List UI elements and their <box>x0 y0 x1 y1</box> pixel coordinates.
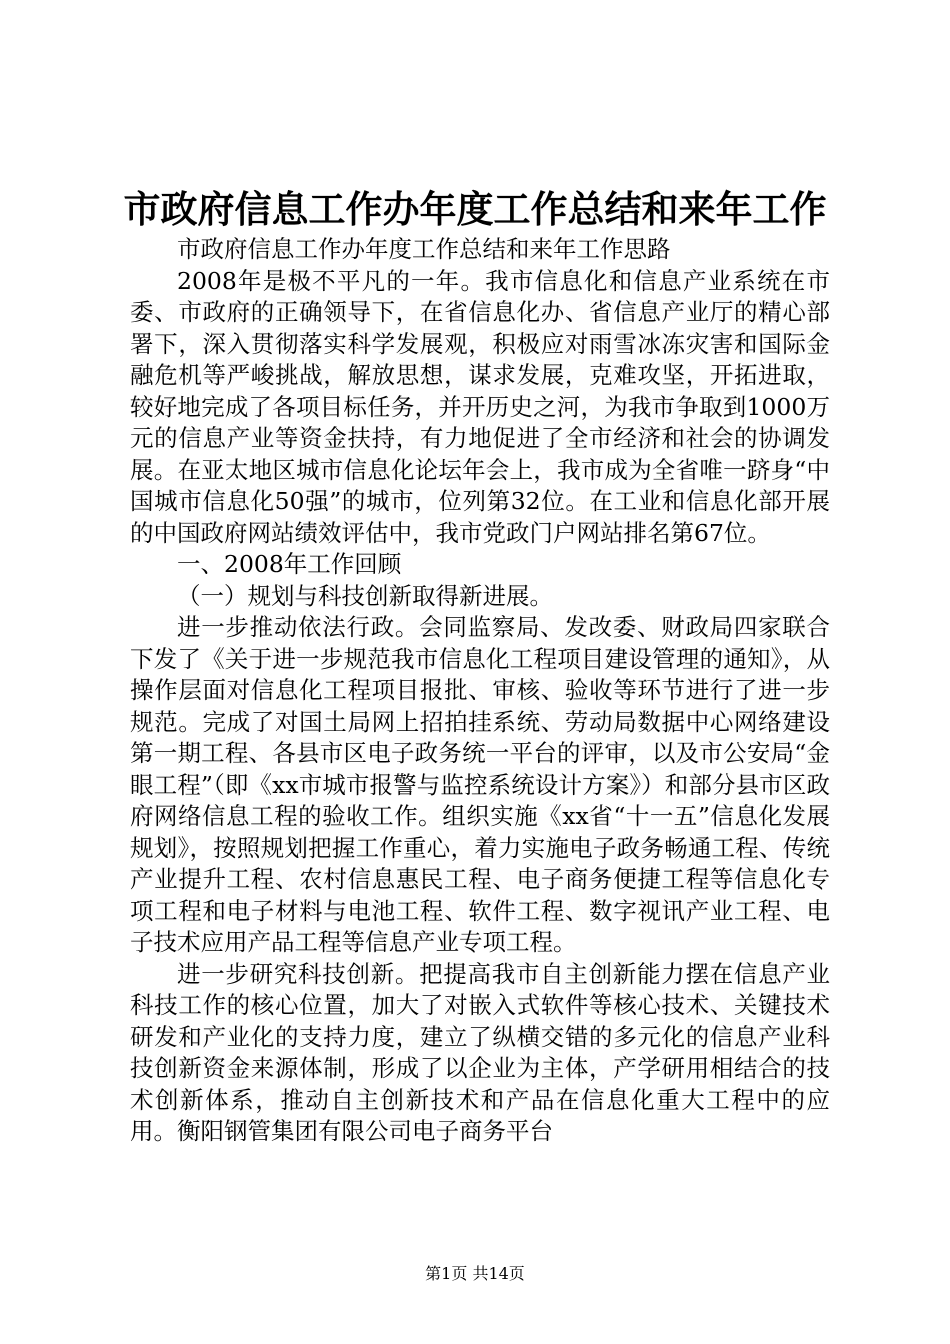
subtitle-paragraph: 市政府信息工作办年度工作总结和来年工作思路 <box>177 235 671 263</box>
subsection-heading: （一）规划与科技创新取得新进展。 <box>177 581 553 610</box>
section-heading: 一、2008年工作回顾 <box>177 550 402 578</box>
page-number: 第1页 共14页 <box>425 1264 525 1283</box>
intro-paragraph: 2008年是极不平凡的一年。我市信息化和信息产业系统在市委、市政府的正确领导下，在省信息化办、省信息产业厅的精心部署下，深入贯彻落实科学发展观，积极应对雨雪冰冻灾害和国际金融危机等严峻挑战，解放思想，谋求发展，克难攻坚，开拓进取，较好地完成了各项目标任务，并开历史之河，为我市争取到1000万元的信息产业等资金扶持，有力地促进了全市经济和社会的协调发展。在亚太地区城市信息化论坛年会上，我市成为全省唯一跻身“中国城市信息化50强”的城市，位列第32位。在工业和信息化部开展的中国政府网站绩效评估中，我市党政门户网站排名第67位。 <box>130 266 830 547</box>
document-body <box>130 234 830 1148</box>
document-title: 市政府信息工作办年度工作总结和来年工作 <box>123 187 827 231</box>
body-paragraph: 进一步研究科技创新。把提高我市自主创新能力摆在信息产业科技工作的核心位置，加大了对嵌入式软件等核心技术、关键技术研发和产业化的支持力度，建立了纵横交错的多元化的信息产业科技创新资金来源体制，形成了以企业为主体，产学研用相结合的技术创新体系，推动自主创新技术和产品在信息化重大工程中的应用。衡阳钢管集团有限公司电子商务平台 <box>130 959 830 1145</box>
body-paragraph: 进一步推动依法行政。会同监察局、发改委、财政局四家联合下发了《关于进一步规范我市信息化工程项目建设管理的通知》，从操作层面对信息化工程项目报批、审核、验收等环节进行了进一步规范。完成了对国土局网上招拍挂系统、劳动局数据中心网络建设第一期工程、各县市区电子政务统一平台的评审，以及市公安局“金眼工程”（即《xx市城市报警与监控系统设计方案》）和部分县市区政府网络信息工程的验收工作。组织实施《xx省“十一五”信息化发展规划》，按照规划把握工作重心，着力实施电子政务畅通工程、传统产业提升工程、农村信息惠民工程、电子商务便捷工程等信息化专项工程和电子材料与电池工程、软件工程、数字视讯产业工程、电子技术应用产品工程等信息产业专项工程。 <box>130 613 830 956</box>
